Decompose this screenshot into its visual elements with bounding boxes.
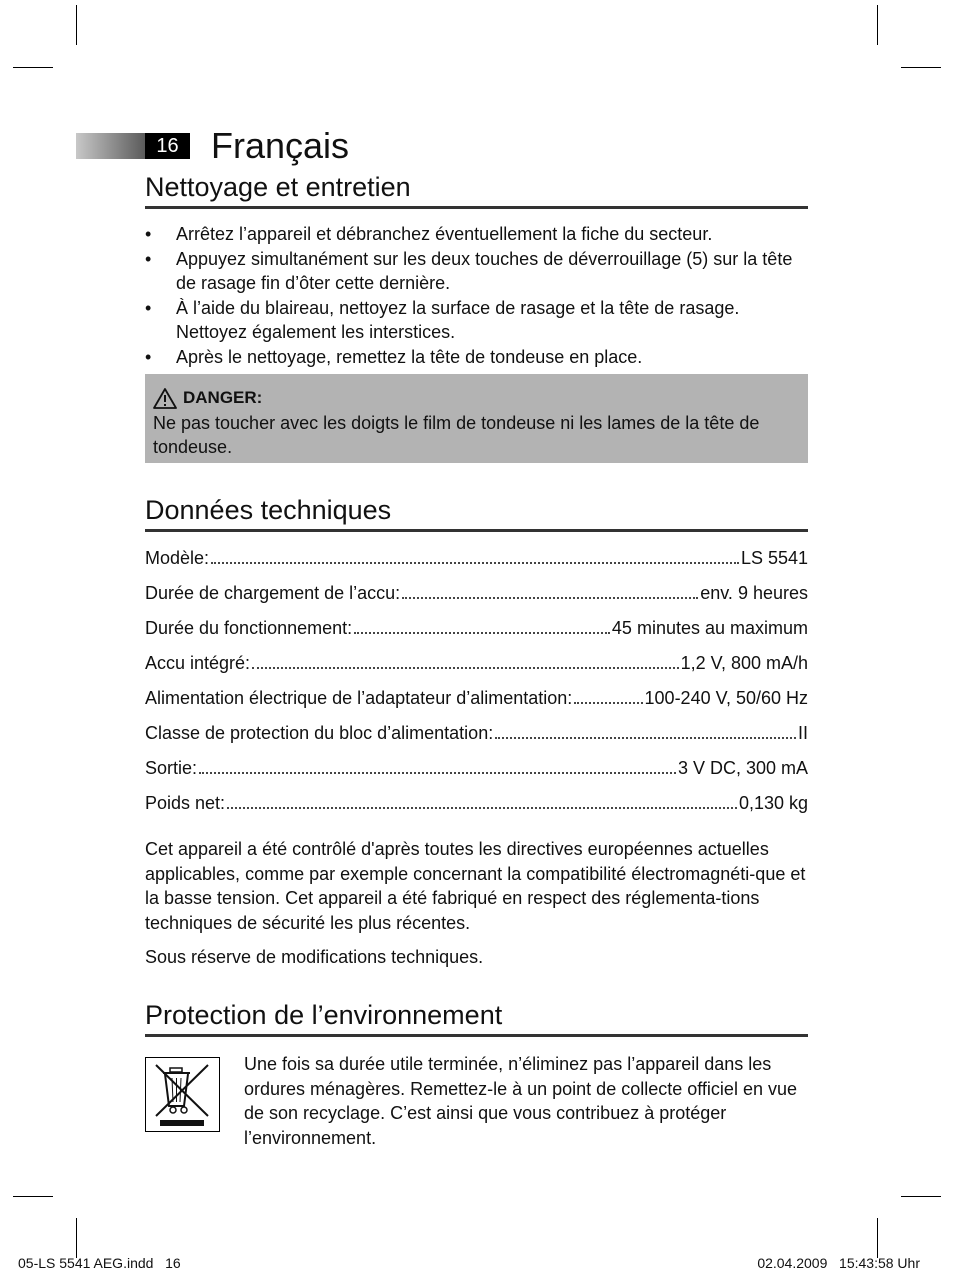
spec-row <box>145 686 808 710</box>
spec-row <box>145 756 808 780</box>
warning-triangle-icon <box>153 388 177 409</box>
spec-value: env. 9 heures <box>700 583 808 603</box>
spec-label: Modèle: <box>145 548 210 568</box>
dot-leader <box>574 702 642 704</box>
language-title: Français <box>211 125 350 166</box>
spec-value: LS 5541 <box>740 548 808 568</box>
dot-leader <box>354 632 610 634</box>
danger-box <box>145 374 808 463</box>
spec-row <box>145 721 808 745</box>
spec-value: II <box>797 723 808 743</box>
footer-timestamp: 02.04.2009 15:43:58 Uhr <box>757 1255 920 1271</box>
crop-mark <box>76 1218 77 1258</box>
crop-mark <box>13 67 53 68</box>
page-number: 16 <box>145 133 190 159</box>
section-heading-environment <box>145 998 808 1037</box>
list-item-text: Appuyez simultanément sur les deux touches de déverrouillage (5) sur la tête de rasage fin d’ôter cette dernière. <box>176 248 793 293</box>
crop-mark <box>13 1196 53 1197</box>
spec-row <box>145 581 808 605</box>
crop-mark <box>901 67 941 68</box>
dot-leader <box>227 807 737 809</box>
spec-value: 1,2 V, 800 mA/h <box>680 653 808 673</box>
spec-label: Classe de protection du bloc d’alimentation: <box>145 723 494 743</box>
dot-leader <box>495 737 796 739</box>
bullet: • <box>145 224 152 244</box>
dot-leader <box>402 597 698 599</box>
spec-row <box>145 651 808 675</box>
list-item-text: À l’aide du blaireau, nettoyez la surface de rasage et la tête de rasage. Nettoyez également les interstices. <box>176 297 740 342</box>
spec-label: Sortie: <box>145 758 198 778</box>
crop-mark <box>877 5 878 45</box>
spec-value: 100-240 V, 50/60 Hz <box>644 688 808 708</box>
list-item-text: Arrêtez l’appareil et débranchez éventuellement la fiche du secteur. <box>176 224 713 244</box>
spec-value: 45 minutes au maximum <box>611 618 808 638</box>
spec-label: Durée de chargement de l’accu: <box>145 583 401 603</box>
spec-label: Poids net: <box>145 793 226 813</box>
spec-label: Accu intégré: <box>145 653 251 673</box>
weee-crossed-bin-icon <box>145 1057 220 1132</box>
heading-technical: Données techniques <box>145 495 392 525</box>
bullet: • <box>145 297 152 318</box>
list-item <box>145 345 808 370</box>
danger-header <box>153 386 800 411</box>
list-item <box>145 296 808 345</box>
list-item <box>145 222 808 247</box>
danger-label: DANGER: <box>183 388 263 407</box>
spec-row <box>145 616 808 640</box>
crop-mark <box>877 1218 878 1258</box>
environment-paragraph: Une fois sa durée utile terminée, n’éliminez pas l’appareil dans les ordures ménagères. Remettez-le à un point de collecte officiel en vue de son recyclage. C’est ainsi que vous contribuez à protéger l’environnement. <box>244 1054 797 1148</box>
heading-environment: Protection de l’environnement <box>145 1000 503 1030</box>
conformity-paragraph: Cet appareil a été contrôlé d'après toutes les directives européennes actuelles applicables, comme par exemple concernant la compatibilité électromagnéti-que et la basse tension. Cet appareil a été fabriqué en respect des réglementa-tions techniques de sécurité les plus récentes. <box>145 839 806 933</box>
dot-leader <box>211 562 739 564</box>
list-item <box>145 247 808 296</box>
reserve-paragraph: Sous réserve de modifications techniques. <box>145 947 484 967</box>
footer-file-info: 05-LS 5541 AEG.indd 16 <box>18 1255 181 1271</box>
spec-row <box>145 791 808 815</box>
bullet: • <box>145 248 152 269</box>
spec-label: Durée du fonctionnement: <box>145 618 353 638</box>
list-item-text: Après le nettoyage, remettez la tête de tondeuse en place. <box>176 346 643 367</box>
cleaning-bullet-list <box>145 222 808 369</box>
danger-text: Ne pas toucher avec les doigts le film de tondeuse ni les lames de la tête de tondeuse. <box>153 412 760 457</box>
section-heading-technical <box>145 493 808 532</box>
heading-cleaning: Nettoyage et entretien <box>145 172 411 202</box>
spec-row <box>145 546 808 570</box>
bullet: • <box>145 346 152 367</box>
spec-label: Alimentation électrique de l’adaptateur d’alimentation: <box>145 688 573 708</box>
dot-leader <box>199 772 676 774</box>
section-heading-cleaning <box>145 170 808 209</box>
dot-leader <box>252 667 679 669</box>
spec-value: 3 V DC, 300 mA <box>677 758 808 778</box>
crop-mark <box>76 5 77 45</box>
weee-bin-graphic <box>146 1058 219 1131</box>
spec-value: 0,130 kg <box>738 793 808 813</box>
crop-mark <box>901 1196 941 1197</box>
